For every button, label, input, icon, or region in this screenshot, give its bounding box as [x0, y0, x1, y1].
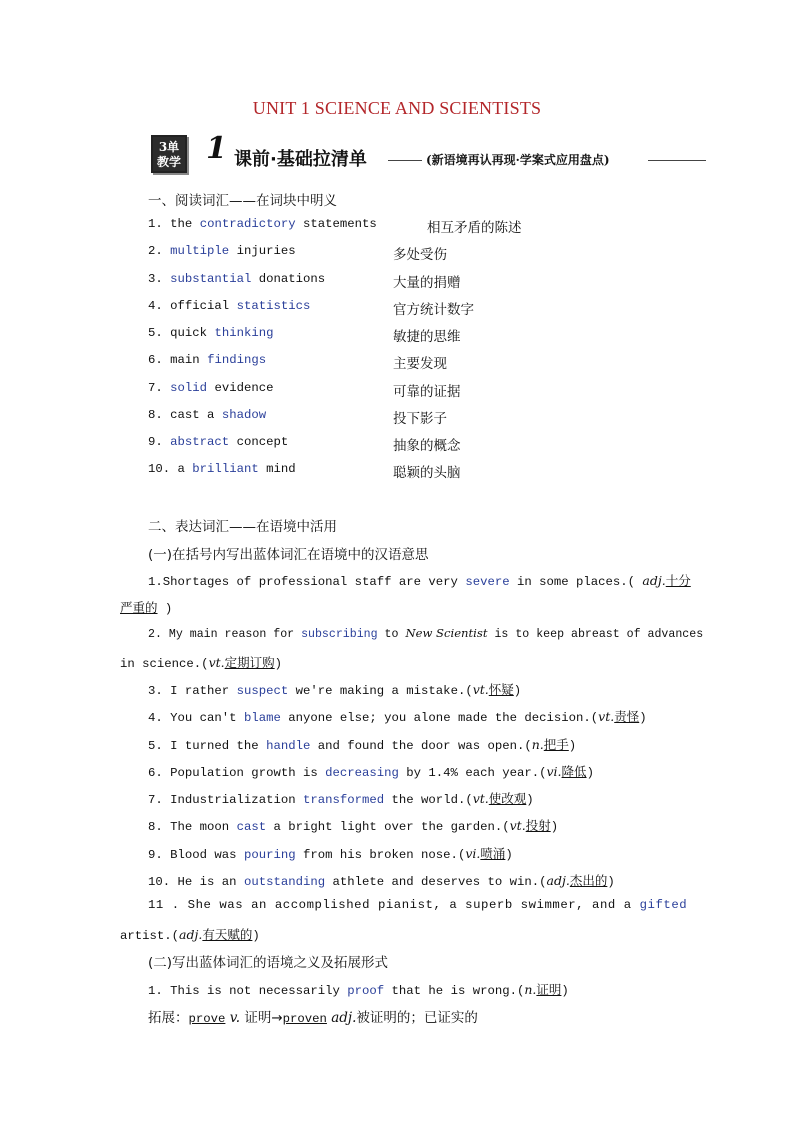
key-word: pouring	[243, 848, 296, 862]
vocab-meaning: 聪颖的头脑	[393, 465, 461, 481]
banner-subtitle: (新语境再认再现·学案式应用盘点)	[426, 153, 610, 167]
key-word: subscribing	[301, 628, 378, 641]
vocab-item: 5. quick thinking 敏捷的思维	[148, 326, 461, 345]
vocab-item: 1. the contradictory statements 相互矛盾的陈述	[148, 217, 522, 236]
vocab-meaning: 多处受伤	[393, 247, 447, 263]
answer: 定期订购	[224, 655, 275, 670]
answer: 降低	[561, 764, 587, 779]
vocab-item: 8. cast a shadow 投下影子	[148, 408, 447, 427]
sentence-2-cont: in science.(vt.定期订购)	[120, 655, 283, 671]
vocab-meaning: 可靠的证据	[393, 384, 461, 400]
answer: 证明	[536, 982, 562, 997]
key-word: cast	[236, 820, 267, 834]
sentence-7: 7. Industrialization transformed the world.(vt.使改观)	[148, 791, 534, 807]
key-word: transformed	[302, 793, 385, 807]
answer: 投射	[525, 818, 551, 833]
key-word: brilliant	[192, 462, 259, 476]
sentence-9: 9. Blood was pouring from his broken nose.(vi.喷涌)	[148, 846, 513, 862]
vocab-meaning: 主要发现	[393, 356, 447, 372]
section1-heading: 一、阅读词汇——在词块中明义	[148, 193, 337, 209]
banner-rule-right	[648, 160, 706, 161]
answer: 责怪	[614, 709, 640, 724]
vocab-item: 4. official statistics 官方统计数字	[148, 299, 474, 318]
key-word: proof	[347, 984, 385, 998]
answer: prove	[188, 1012, 226, 1026]
sentence-11-cont: artist.(adj.有天赋的)	[120, 927, 260, 943]
answer: 喷涌	[480, 846, 506, 861]
vocab-meaning: 投下影子	[393, 411, 447, 427]
key-word: shadow	[221, 408, 267, 422]
badge-bottom: 教学	[156, 155, 181, 169]
vocab-meaning: 抽象的概念	[393, 438, 461, 454]
key-word: suspect	[236, 684, 289, 698]
key-word: abstract	[170, 435, 230, 449]
banner-heading: 课前·基础拉清单	[234, 149, 367, 170]
vocab-item: 7. solid evidence 可靠的证据	[148, 381, 461, 400]
banner-number: 1	[206, 131, 227, 166]
vocab-item: 3. substantial donations 大量的捐赠	[148, 272, 461, 291]
key-word: multiple	[170, 244, 230, 258]
vocab-item: 6. main findings 主要发现	[148, 353, 447, 372]
sentence-6: 6. Population growth is decreasing by 1.4% each year.(vi.降低)	[148, 764, 594, 780]
sentence-1: 1.Shortages of professional staff are very severe in some places.( adj.十分	[148, 573, 691, 589]
section-banner	[148, 131, 708, 176]
key-word: outstanding	[243, 875, 326, 889]
key-word: handle	[266, 739, 311, 753]
sentence-11: 11 . She was an accomplished pianist, a superb swimmer, and a gifted	[148, 898, 688, 912]
answer: 怀疑	[488, 682, 514, 697]
answer: 使改观	[488, 791, 527, 806]
vocab-meaning: 大量的捐赠	[393, 275, 461, 291]
vocab-item: 2. multiple injuries 多处受伤	[148, 244, 447, 263]
sentence-8: 8. The moon cast a bright light over the garden.(vt.投射)	[148, 818, 559, 834]
sentence-5: 5. I turned the handle and found the door was open.(n.把手)	[148, 737, 577, 753]
vocab-meaning: 官方统计数字	[393, 302, 474, 318]
key-word: findings	[207, 353, 267, 367]
key-word: solid	[170, 381, 208, 395]
vocab-item: 9. abstract concept 抽象的概念	[148, 435, 461, 454]
key-word: statistics	[236, 299, 311, 313]
subsection1-heading: (一)在括号内写出蓝体词汇在语境中的汉语意思	[148, 547, 429, 563]
banner-rule-left	[388, 160, 422, 161]
arrow-icon: →	[271, 1010, 283, 1026]
sentence-3: 3. I rather suspect we're making a mistake.(vt.怀疑)	[148, 682, 522, 698]
key-word: gifted	[639, 898, 688, 912]
answer: 杰出的	[569, 873, 608, 888]
key-word: severe	[465, 575, 510, 589]
extension-line: 拓展：prove v. 证明→proven adj.被证明的；已证实的	[148, 1010, 478, 1026]
answer: 有天赋的	[202, 927, 253, 942]
answer: 把手	[543, 737, 569, 752]
answer: 十分	[665, 573, 691, 588]
badge-top: 3单	[158, 140, 180, 154]
answer: proven	[282, 1012, 327, 1026]
section2-heading: 二、表达词汇——在语境中活用	[148, 519, 337, 535]
sentence-2: 2. My main reason for subscribing to New Scientist is to keep abreast of advances	[148, 626, 704, 641]
key-word: decreasing	[325, 766, 399, 780]
sentence-1-cont: 严重的 )	[120, 600, 173, 616]
page-title: UNIT 1 SCIENCE AND SCIENTISTS	[252, 98, 542, 118]
vocab-meaning: 敏捷的思维	[393, 329, 461, 345]
sentence-10: 10. He is an outstanding athlete and deserves to win.(adj.杰出的)	[148, 873, 615, 889]
sentence-4: 4. You can't blame anyone else; you alone made the decision.(vt.责怪)	[148, 709, 647, 725]
sentence-t1: 1. This is not necessarily proof that he is wrong.(n.证明)	[148, 982, 569, 998]
key-word: substantial	[170, 272, 252, 286]
key-word: contradictory	[199, 217, 296, 231]
vocab-meaning: 相互矛盾的陈述	[427, 220, 522, 236]
answer: 严重的	[120, 600, 158, 615]
subsection2-heading: (二)写出蓝体词汇的语境之义及拓展形式	[148, 955, 389, 971]
key-word: blame	[243, 711, 281, 725]
lesson-badge	[151, 135, 187, 173]
key-word: thinking	[214, 326, 274, 340]
vocab-item: 10. a brilliant mind 聪颖的头脑	[148, 462, 461, 481]
